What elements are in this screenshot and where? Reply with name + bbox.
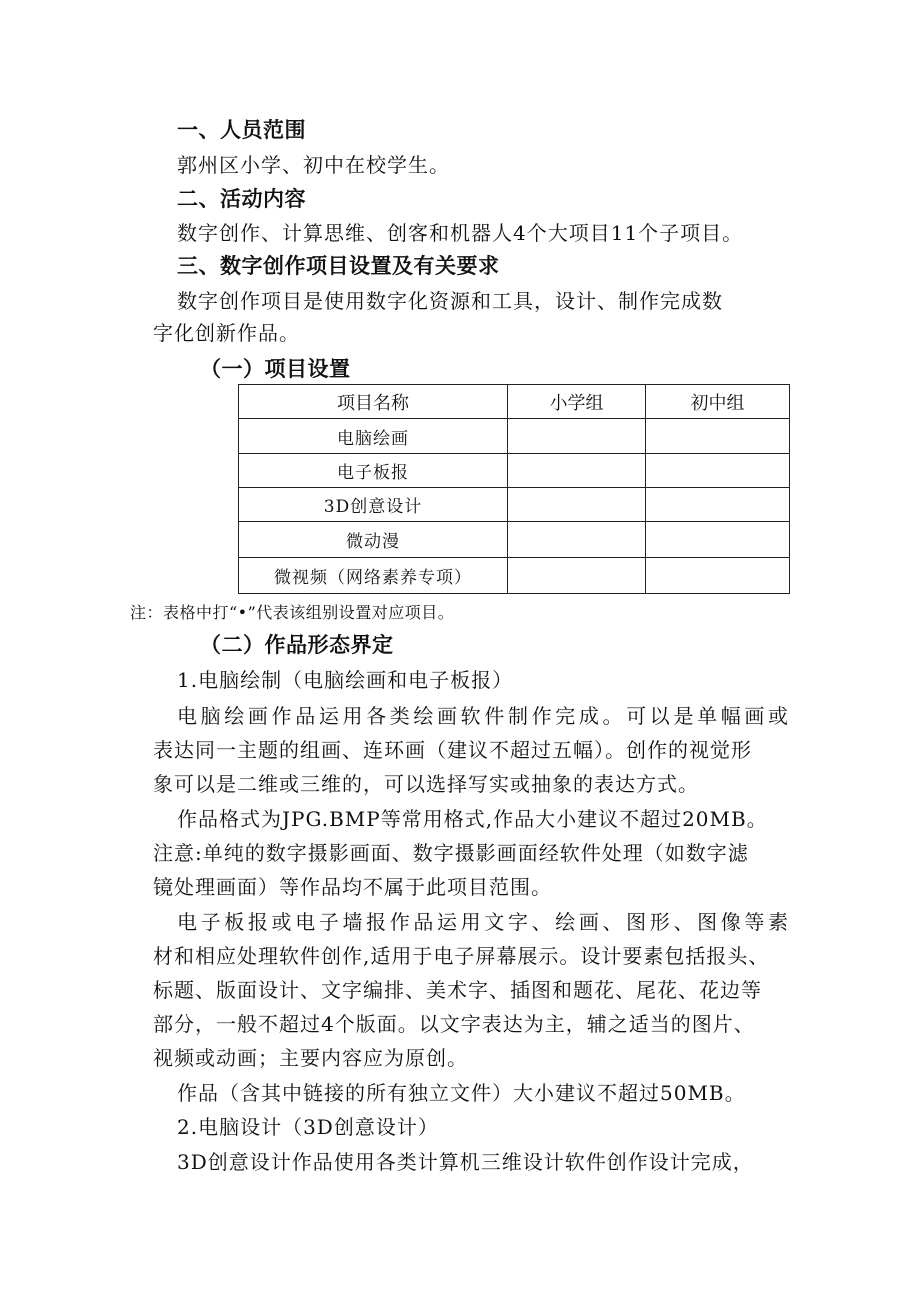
primary-cell — [508, 558, 646, 594]
paragraph-line: 3D创意设计作品使用各类计算机三维设计软件创作设计完成， — [177, 1150, 754, 1174]
project-name-cell: 微视频（网络素养专项） — [239, 558, 508, 594]
section-1-body: 郭州区小学、初中在校学生。 — [177, 153, 450, 177]
section-2-title: 二、活动内容 — [177, 187, 306, 211]
project-name-cell: 电子板报 — [239, 454, 508, 488]
paragraph-line: 表达同一主题的组画、连环画（建议不超过五幅）。创作的视觉形 — [153, 738, 752, 762]
section-3-title: 三、数字创作项目设置及有关要求 — [177, 254, 500, 278]
junior-cell — [646, 488, 790, 522]
junior-cell — [646, 454, 790, 488]
table-row — [239, 454, 790, 488]
primary-cell — [508, 419, 646, 454]
table-row — [239, 522, 790, 558]
header-project-name: 项目名称 — [239, 385, 508, 419]
paragraph-line: 电脑绘画作品运用各类绘画软件制作完成。可以是单幅画或 — [177, 704, 789, 728]
item-2-title: 2.电脑设计（3D创意设计） — [177, 1115, 439, 1139]
header-primary-group: 小学组 — [508, 385, 646, 419]
table-row — [239, 488, 790, 522]
primary-cell — [508, 454, 646, 488]
section-3-body-line: 字化创新作品。 — [153, 321, 300, 345]
table-row — [239, 558, 790, 594]
paragraph-line: 材和相应处理软件创作,适用于电子屏幕展示。设计要素包括报头、 — [153, 944, 770, 968]
junior-cell — [646, 419, 790, 454]
section-2-body: 数字创作、计算思维、创客和机器人4个大项目11个子项目。 — [177, 221, 744, 245]
paragraph-line: 电子板报或电子墙报作品运用文字、绘画、图形、图像等素 — [177, 910, 789, 934]
project-name-cell: 微动漫 — [239, 522, 508, 558]
header-junior-group: 初中组 — [646, 385, 790, 419]
paragraph-line: 标题、版面设计、文字编排、美术字、插图和题花、尾花、花边等 — [153, 978, 762, 1002]
paragraph-line: 部分，一般不超过4个版面。以文字表达为主，辅之适当的图片、 — [153, 1012, 755, 1036]
project-name-cell: 电脑绘画 — [239, 419, 508, 454]
forms-title: （二）作品形态界定 — [200, 633, 394, 657]
paragraph-line: 象可以是二维或三维的，可以选择写实或抽象的表达方式。 — [153, 772, 699, 796]
paragraph-line: 注意:单纯的数字摄影画面、数字摄影画面经软件处理（如数字滤 — [153, 841, 749, 865]
paragraph-line: 视频或动画；主要内容应为原创。 — [153, 1046, 468, 1070]
section-3-body-line: 数字创作项目是使用数字化资源和工具，设计、制作完成数 — [177, 289, 723, 313]
table-header-row — [239, 385, 790, 419]
junior-cell — [646, 558, 790, 594]
table-row — [239, 419, 790, 454]
paragraph-line: 作品（含其中链接的所有独立文件）大小建议不超过50MB。 — [177, 1081, 746, 1105]
paragraph-line: 作品格式为JPG.BMP等常用格式,作品大小建议不超过20MB。 — [177, 807, 768, 831]
project-setup-title: （一）项目设置 — [200, 357, 351, 381]
junior-cell — [646, 522, 790, 558]
item-1-title: 1.电脑绘制（电脑绘画和电子板报） — [177, 668, 514, 692]
section-1-title: 一、人员范围 — [177, 118, 306, 142]
project-table — [238, 384, 790, 594]
paragraph-line: 镜处理画面）等作品均不属于此项目范围。 — [153, 875, 552, 899]
primary-cell — [508, 522, 646, 558]
project-name-cell: 3D创意设计 — [239, 488, 508, 522]
table-note: 注：表格中打“•”代表该组别设置对应项目。 — [130, 603, 455, 622]
primary-cell — [508, 488, 646, 522]
